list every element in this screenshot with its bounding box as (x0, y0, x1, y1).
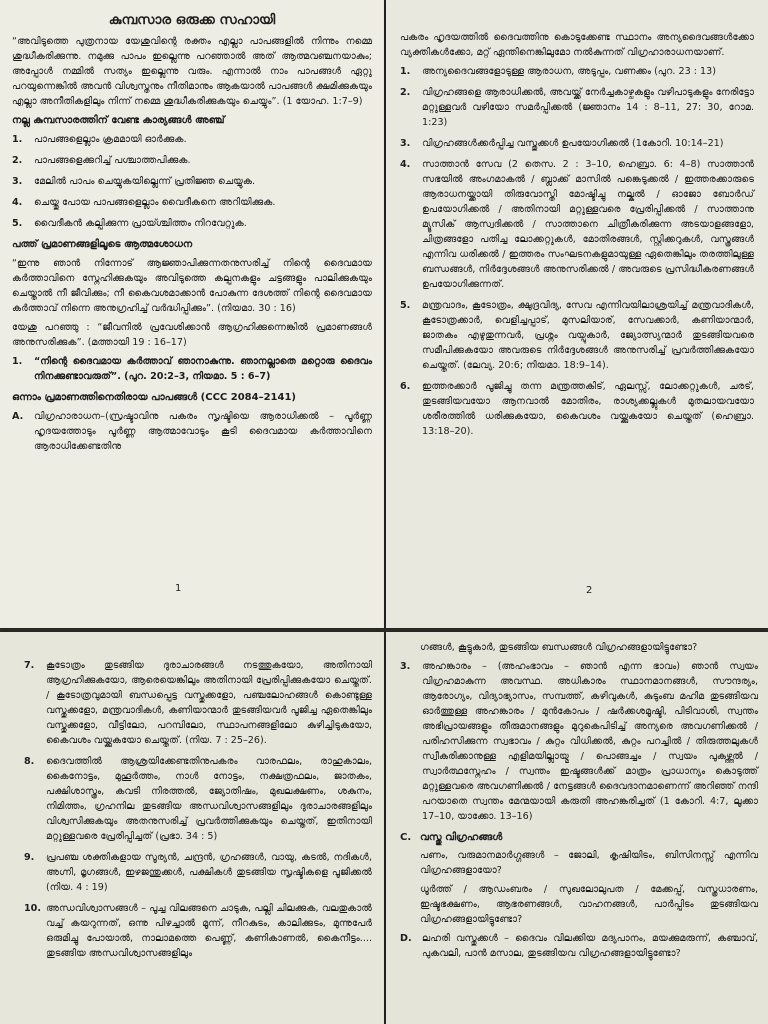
list-item (12, 174, 372, 189)
list-item (400, 64, 754, 79)
document-title: കുമ്പസാര ഒരുക്ക സഹായി (108, 12, 276, 28)
continued-text: ഗങ്ങൾ, കൂട്ടുകാർ, തുടങ്ങിയ ബന്ധങ്ങൾ വിഗ്രഹങ്ങളായിട്ടുണ്ടോ? (420, 642, 698, 653)
item-number: 1. (12, 134, 23, 145)
list-item (24, 901, 372, 961)
item-text: മേലിൽ പാപം ചെയ്യുകയില്ലെന്ന് പ്രതിജ്ഞ ചെയ്യുക. (34, 176, 256, 187)
item-text: വിഗ്രഹങ്ങളെ ആരാധിക്കൽ, അവയ്ക്ക് നേർച്ചകാഴ്ചകളും വഴിപാടുകളും നേരിട്ടോ മറ്റുള്ളവർ വഴിയോ സമർപ്പിക്കൽ (ജ്ഞാനം 14 : 8–11, 27: 30, റോമ. 1:23) (422, 87, 754, 128)
scripture-quote-2: യേശു പറഞ്ഞു : “ജീവനിൽ പ്രവേശിക്കാൻ ആഗ്രഹിക്കുന്നെങ്കിൽ പ്രമാണങ്ങൾ അനുസരിക്കുക”. (മത്തായി 19 : 16–17) (12, 322, 372, 348)
section-letter: C. (400, 832, 412, 843)
heading-first-commandment-sins: ഒന്നാം പ്രമാണത്തിനെതിരായ പാപങ്ങൾ (CCC 2084–2141) (12, 392, 296, 403)
item-text: പാപങ്ങളെല്ലാം ക്രമമായി ഓർക്കുക. (34, 134, 187, 145)
item-text: ഇത്തരക്കാർ പൂജിച്ചു തന്ന മന്ത്രത്തകിട്, ഏലസ്സ്, ലോക്കറ്റുകൾ, ചരട്, തുടങ്ങിയവയോ ആനവാൽ മോതിരം, രാശ്യക്കല്ലുകൾ മുതലായവയോ ശരീരത്തിൽ ധരിക്കുകയോ, കൈവശം വയ്ക്കുകയോ ചെയ്തത് (ഹെബ്രാ. 13:18–20). (422, 381, 754, 437)
item-number: 1. (12, 356, 23, 367)
continued-text: പകരം ഹൃദയത്തിൽ ദൈവത്തിനു കൊടുക്കേണ്ട സ്ഥാനം അന്യദൈവങ്ങൾക്കോ വ്യക്തികൾക്കോ, മറ്റ് ഏന്തിനെങ്കിലുമോ നൽകുന്നത് വിഗ്രഹാരാധനയാണ്. (400, 32, 754, 58)
item-number: 6. (400, 381, 411, 392)
item-number: 10. (24, 903, 41, 914)
item-number: 9. (24, 852, 35, 863)
list-item (400, 157, 754, 292)
list-item (12, 132, 372, 147)
section-title: വസ്തു വിഗ്രഹങ്ങൾ (420, 832, 503, 843)
item-text: അന്യദൈവങ്ങളോടുള്ള ആരാധന, അടുപ്പം, വണക്കം (പുറ. 23 : 13) (422, 66, 716, 77)
item-number: 3. (400, 661, 411, 672)
item-number: 2. (400, 87, 411, 98)
item-text: അഹങ്കാരം – (അഹംഭാവം – ഞാൻ എന്ന ഭാവം) ഞാൻ സ്വയം വിഗ്രഹമാകുന്ന അവസ്ഥ. അധികാരം സ്ഥാനമാനങ്ങൾ, സൗന്ദര്യം, ആരോഗ്യം, വിദ്യാഭ്യാസം, സമ്പത്ത്, കഴിവുകൾ, കുടുംബ മഹിമ തുടങ്ങിയവ ഓർത്തുള്ള അഹങ്കാരം / മുൻകോപം / ഷർക്കശമൂഷ്ടി, പിടിവാശി, സ്വന്തം അഭിപ്രായങ്ങളും തീരുമാനങ്ങളും മുറുകെപിടിച്ച് അന്യരെ അവഗണിക്കൽ / പരിഹസിക്കുന്ന സ്വഭാവം / കുറ്റം വിധിക്കൽ, കുറ്റം പറച്ചിൽ / തിരുത്തലുകൾ സ്വീകരിക്കാനുള്ള എളിമയില്ലായ്മ / പൊങ്ങച്ചം / സ്വയം പുകഴ്ത്തൽ / സ്വാർത്ഥസ്നേഹം / സ്വന്തം ഇഷ്ടങ്ങൾക്ക് മാത്രം പ്രാധാന്യം കൊടുത്ത് മറ്റുള്ളവരെ അവഗണിക്കൽ / നേട്ടങ്ങൾ ദൈവദാനമാണെന്ന് അറിഞ്ഞ് നന്ദി പറയാതെ സ്വന്തം മേന്മയായി കരുതി അഹങ്കരിച്ചത് (1 കോറി. 4:7, ലൂക്കാ 17–10, യാക്കോ. 13–16) (422, 661, 758, 822)
section-c (400, 830, 758, 845)
item-number: 3. (400, 138, 411, 149)
item-text: അന്ധവിശ്വാസങ്ങൾ – പൂച്ച വിലങ്ങനെ ചാടുക, പല്ലി ചിലക്കുക, വലതുകാൽ വച്ച് കയറുന്നത്, ഒന്നു പിഴച്ചാൽ മൂന്ന്, നീറകുടം, കാലിക്കുടം, മുന്നുപേർ ഒരുമിച്ചു പോയാൽ, നാലാമത്തെ പെണ്ണ്, കണികാണൽ, കൈനീട്ടം.... തുടങ്ങിയ അന്ധവിശ്വാസങ്ങളിലും (46, 903, 372, 959)
item-number: 8. (24, 756, 35, 767)
item-text: വിഗ്രഹങ്ങൾക്കർപ്പിച്ച വസ്തുക്കൾ ഉപയോഗിക്കൽ (1കോറി. 10:14–21) (422, 138, 724, 149)
page-1 (0, 0, 384, 628)
item-text: “നിന്റെ ദൈവമായ കർത്താവ് ഞാനാകുന്നു. ഞാനല്ലാതെ മറ്റൊരു ദൈവം നിനക്കുണ്ടാവരുത്”. (പുറ. 20:2–3, നിയമാ. 5 : 6–7) (34, 356, 372, 382)
section-a (12, 409, 372, 454)
list-item (24, 754, 372, 844)
item-number: 2. (12, 155, 23, 166)
item-number: 4. (400, 159, 411, 170)
intro-quote: “അവിടുത്തെ പുത്രനായ യേശുവിന്റെ രക്തം എല്ലാ പാപങ്ങളിൽ നിന്നും നമ്മെ ശുദ്ധീകരിക്കുന്നു. നമുക്കു പാപം ഇല്ലെന്നു പറഞ്ഞാൽ അത് ആത്മവഞ്ചനയാകും; അപ്പോൾ നമ്മിൽ സത്യം ഇല്ലെന്നു വരും. എന്നാൽ നാം പാപങ്ങൾ ഏറ്റു പറയുന്നെങ്കിൽ അവൻ വിശ്വസ്തനും നീതിമാനും ആകയാൽ പാപങ്ങൾ ക്ഷമിക്കുകയും എല്ലാ അനീതികളിലും നിന്ന് നമ്മെ ശുദ്ധീകരിക്കുകയും ചെയ്യും”. (1 യോഹ. 1:7–9) (12, 36, 372, 107)
item-number: 7. (24, 660, 35, 671)
heading-examination: പത്ത് പ്രമാണങ്ങളിലൂടെ ആത്മശോധന (12, 239, 193, 250)
item-number: 4. (12, 197, 23, 208)
heading-five-requirements: നല്ല കുമ്പസാരത്തിന് വേണ്ട കാര്യങ്ങൾ അഞ്ച് (12, 115, 225, 126)
list-item (400, 379, 754, 439)
list-item (400, 85, 754, 130)
section-c-text-1: പണം, വരുമാനമാർഗ്ഗങ്ങൾ – ജോലി, കൃഷിയിടം, ബിസിനസ്സ് എന്നിവ വിഗ്രഹങ്ങളായോ? (420, 850, 758, 876)
list-item (24, 850, 372, 895)
page-number: 1 (175, 583, 182, 594)
page-number: 2 (586, 585, 593, 596)
page-2 (386, 0, 768, 628)
item-number: 1. (400, 66, 411, 77)
list-item (400, 659, 758, 824)
list-item (12, 153, 372, 168)
section-d (400, 931, 758, 961)
item-text: വൈദീകൻ കല്പിക്കുന്ന പ്രായ്ശ്ചിത്തം നിറവേറ്റുക. (34, 218, 247, 229)
section-text: വിഗ്രഹാരാധന–(സ്രഷ്ടാവിനു പകരം സൃഷ്ടിയെ ആരാധിക്കൽ – പൂർണ്ണ ഹൃദയത്തോടും പൂർണ്ണ ആത്മാവോടും കൂടി ദൈവമായ കർത്താവിനെ ആരാധിക്കേണ്ടതിനു (34, 411, 372, 452)
list-item (24, 658, 372, 748)
item-number: 5. (400, 300, 411, 311)
commandment-1 (12, 354, 372, 384)
scripture-quote-1: “ഇന്നു ഞാൻ നിന്നോട് ആജ്ഞാപിക്കുന്നതനുസരിച്ച് നിന്റെ ദൈവമായ കർത്താവിനെ സ്നേഹിക്കുകയും അവിടുത്തെ കല്പനകളും ചട്ടങ്ങളും പാലിക്കുകയും ചെയ്താൽ നീ ജീവിക്കും; നീ കൈവശമാക്കാൻ പോകുന്ന ദേശത്ത് നിന്റെ ദൈവമായ കർത്താവ് നിന്നെ അനുഗ്രഹിച്ച് വർദ്ധിപ്പിക്കും”. (നിയമാ. 30 : 16) (12, 258, 372, 314)
list-item (400, 136, 754, 151)
list-item (12, 216, 372, 231)
item-text: ദൈവത്തിൽ ആശ്രയിക്കേണ്ടതിനുപകരം വാരഫലം, രാഹുകാലം, കൈനോട്ടം, മുഹൂർത്തം, നാൾ നോട്ടം, നക്ഷത്രഫലം, ജാതകം, പക്ഷിശാസ്ത്രം, കവടി നിരത്തൽ, ജ്യോതിഷം, മുഖലക്ഷണം, ശകുനം, നിമിത്തം, ഗ്രഹനില തുടങ്ങിയ അന്ധവിശ്വാസങ്ങളിലും ദുരാചാരങ്ങളിലും വിശ്വസിക്കുകയും അതനുസരിച്ച് പ്രവർത്തിക്കുകയും ചെയ്തത്, ഇതിനായി മറ്റുള്ളവരെ പ്രേരിപ്പിച്ചത് (പ്രഭാ. 34 : 5) (46, 756, 372, 842)
item-number: 5. (12, 218, 23, 229)
page-4 (386, 632, 768, 1024)
section-letter: D. (400, 933, 412, 944)
item-text: പാപങ്ങളെക്കുറിച്ച് പശ്ചാത്തപിക്കുക. (34, 155, 191, 166)
item-number: 3. (12, 176, 23, 187)
page-3 (0, 632, 384, 1024)
item-text: സാത്താൻ സേവ (2 തെസ. 2 : 3–10, ഹെബ്രാ. 6: 4–8) സാത്താൻ സഭയിൽ അംഗമാകൽ / ബ്ലാക്ക് മാസിൽ പങ്കെടുക്കൽ / ഇത്തരക്കാരുടെ ആരാധനയ്ക്കായി തിരുവോസ്തി മോഷ്ടിച്ചു നല്കൽ / ഓജോ ബോർഡ് ഉപയോഗിക്കൽ / അതിനായി മറ്റുള്ളവരെ പ്രേരിപ്പിക്കൽ / സാത്താനു മ്യൂസിക് ആസ്വദിക്കൽ / സാത്താനെ ചിത്രീകരിക്കുന്ന അടയാളങ്ങളോ, ചിത്രങ്ങളോ പതിച്ച ലോക്കറ്റുകൾ, മോതിരങ്ങൾ, സ്റ്റിക്കറുകൾ, വസ്ത്രങ്ങൾ എന്നിവ ധരിക്കൽ / ഇത്തരം സംഘടനകളുമായുള്ള ഏതെങ്കിലും തരത്തിലുള്ള ബന്ധങ്ങൾ, നിർദ്ദേശങ്ങൾ അനുസരിക്കൽ / അവരുടെ പ്രസിദ്ധീകരണങ്ങൾ ഉപയോഗിക്കുന്നത്. (422, 159, 754, 290)
section-c-text-2: ധൂർത്ത് / ആഡംബരം / സുഖലോലുപത / മേക്കപ്പ്, വസ്ത്രധാരണം, ഇഷ്ടഭക്ഷണം, ആഭരണങ്ങൾ, വാഹനങ്ങൾ, പാർപ്പിടം തുടങ്ങിയവ വിഗ്രഹങ്ങളായിട്ടുണ്ടോ? (420, 884, 758, 925)
item-text: കൂടോത്രം തുടങ്ങിയ ദുരാചാരങ്ങൾ നടത്തുകയോ, അതിനായി ആഗ്രഹിക്കുകയോ, ആരെയെങ്കിലും അതിനായി പ്രേരിപ്പിക്കുകയോ ചെയ്തത്. / കൂടോത്രവുമായി ബന്ധപ്പെട്ട വസ്തുക്കളോ, പഞ്ചലോഹങ്ങൾ കൊണ്ടുള്ള വസ്തുക്കളോ, മന്ത്രവാദികൾ, കണിയാന്മാർ തുടങ്ങിയവർ പൂജിച്ച ഏതെങ്കിലും വസ്തുക്കളോ, വീട്ടിലോ, പറമ്പിലോ, സ്ഥാപനങ്ങളിലോ കുഴിച്ചിടുകയോ, കൈവശം വയ്ക്കുകയോ ചെയ്തത്. (നിയ. 7 : 25–26). (46, 660, 372, 746)
item-text: മന്ത്രവാദം, കൂടോത്രം, ക്ഷുദ്രവിദ്യ, സേവ എന്നിവയിലാശ്രയിച്ച് മന്ത്രവാദികൾ, കൂടോത്രക്കാർ, വെളിച്ചപ്പാട്, മുസലിയാര്, സേവക്കാർ, കണിയാന്മാർ, ജാതകം എഴുതുന്നവർ, പ്രശ്നം വയ്പുകാർ, ജ്യോത്സ്യന്മാർ തുടങ്ങിയവരെ സമീപിക്കുകയോ അവരുടെ നിർദ്ദേശങ്ങൾ അനുസരിച്ച് പ്രവർത്തിക്കുകയോ ചെയ്തത്. (ലേവ്യ. 20:6; നിയമാ. 18:9–14). (422, 300, 754, 371)
section-text: ലഹരി വസ്തുക്കൾ – ദൈവം വിലക്കിയ മദ്യപാനം, മയക്കുമരുന്ന്, കഞ്ചാവ്, പുകവലി, പാൻ മസാല, തുടങ്ങിയവ വിഗ്രഹങ്ങളായിട്ടുണ്ടോ? (422, 933, 758, 959)
item-text: ചെയ്തു പോയ പാപങ്ങളെല്ലാം വൈദീകനെ അറിയിക്കുക. (34, 197, 276, 208)
section-letter: A. (12, 411, 24, 422)
item-text: പ്രപഞ്ച ശക്തികളായ സൂര്യൻ, ചന്ദ്രൻ, ഗ്രഹങ്ങൾ, വായു, കടൽ, നദികൾ, അഗ്നി, മൃഗങ്ങൾ, ഇഴജന്തുക്കൾ, പക്ഷികൾ തുടങ്ങിയ സൃഷ്ടികളെ പൂജിക്കൽ (നിയ. 4 : 19) (46, 852, 372, 893)
list-item (400, 298, 754, 373)
list-item (12, 195, 372, 210)
